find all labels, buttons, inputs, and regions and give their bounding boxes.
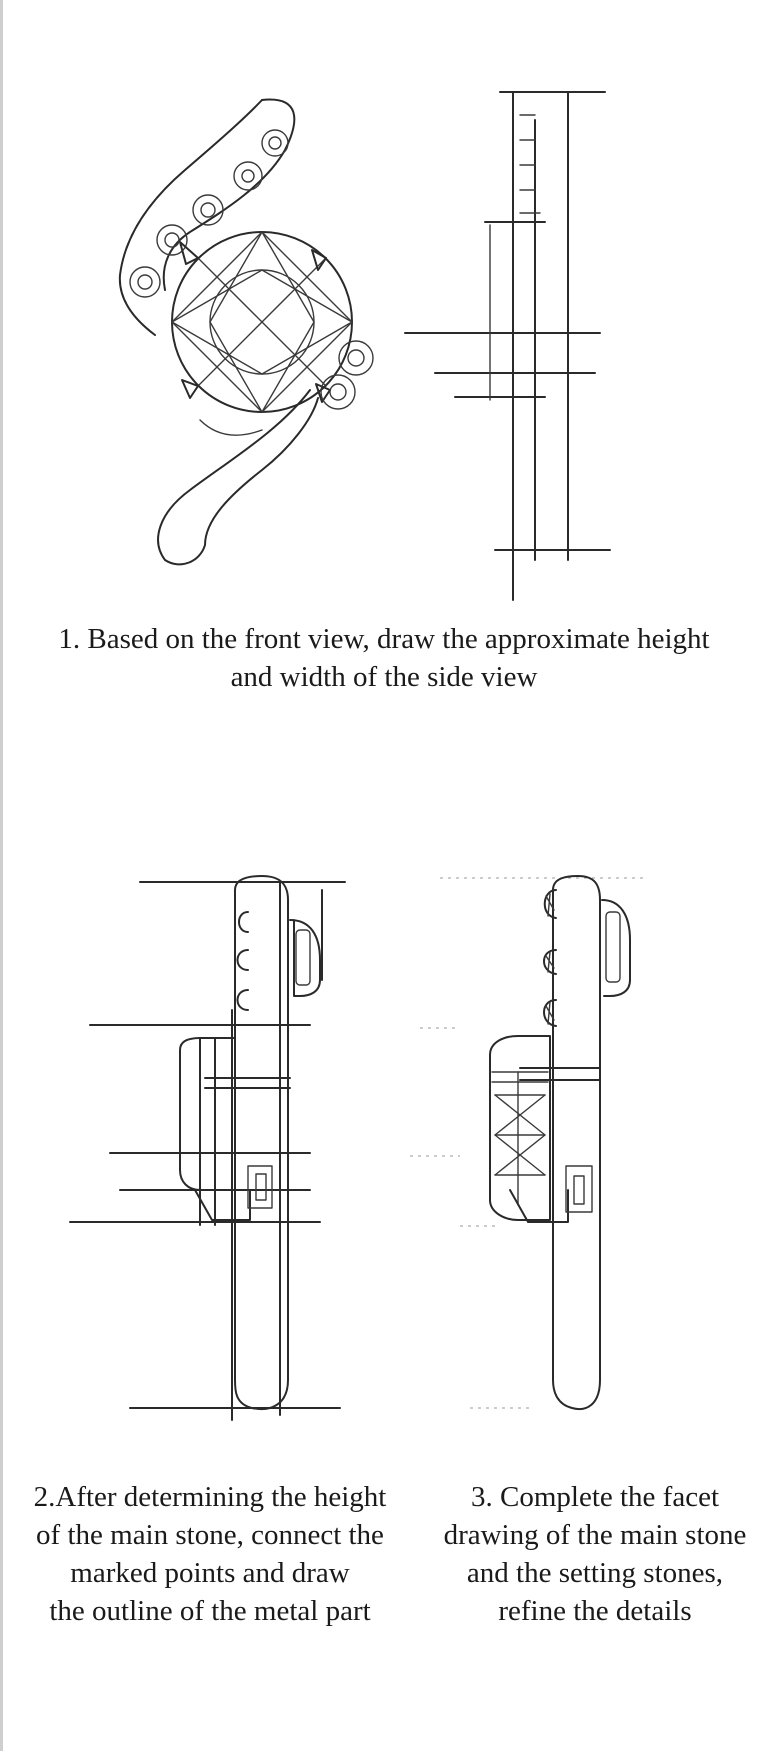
step-3-caption: 3. Complete the facet drawing of the main stone and the setting stones, refine the details [443,1481,747,1627]
step-3-detailed-drawing [400,860,760,1420]
step-1-caption: 1. Based on the front view, draw the approximate height and width of the side view [58,623,710,693]
step-2-metal-outline-drawing [0,860,380,1420]
step-2-caption: 2.After determining the height of the main stone, connect the marked points and draw the outline of the metal part [33,1481,387,1627]
side-view-construction-lines [0,0,768,620]
